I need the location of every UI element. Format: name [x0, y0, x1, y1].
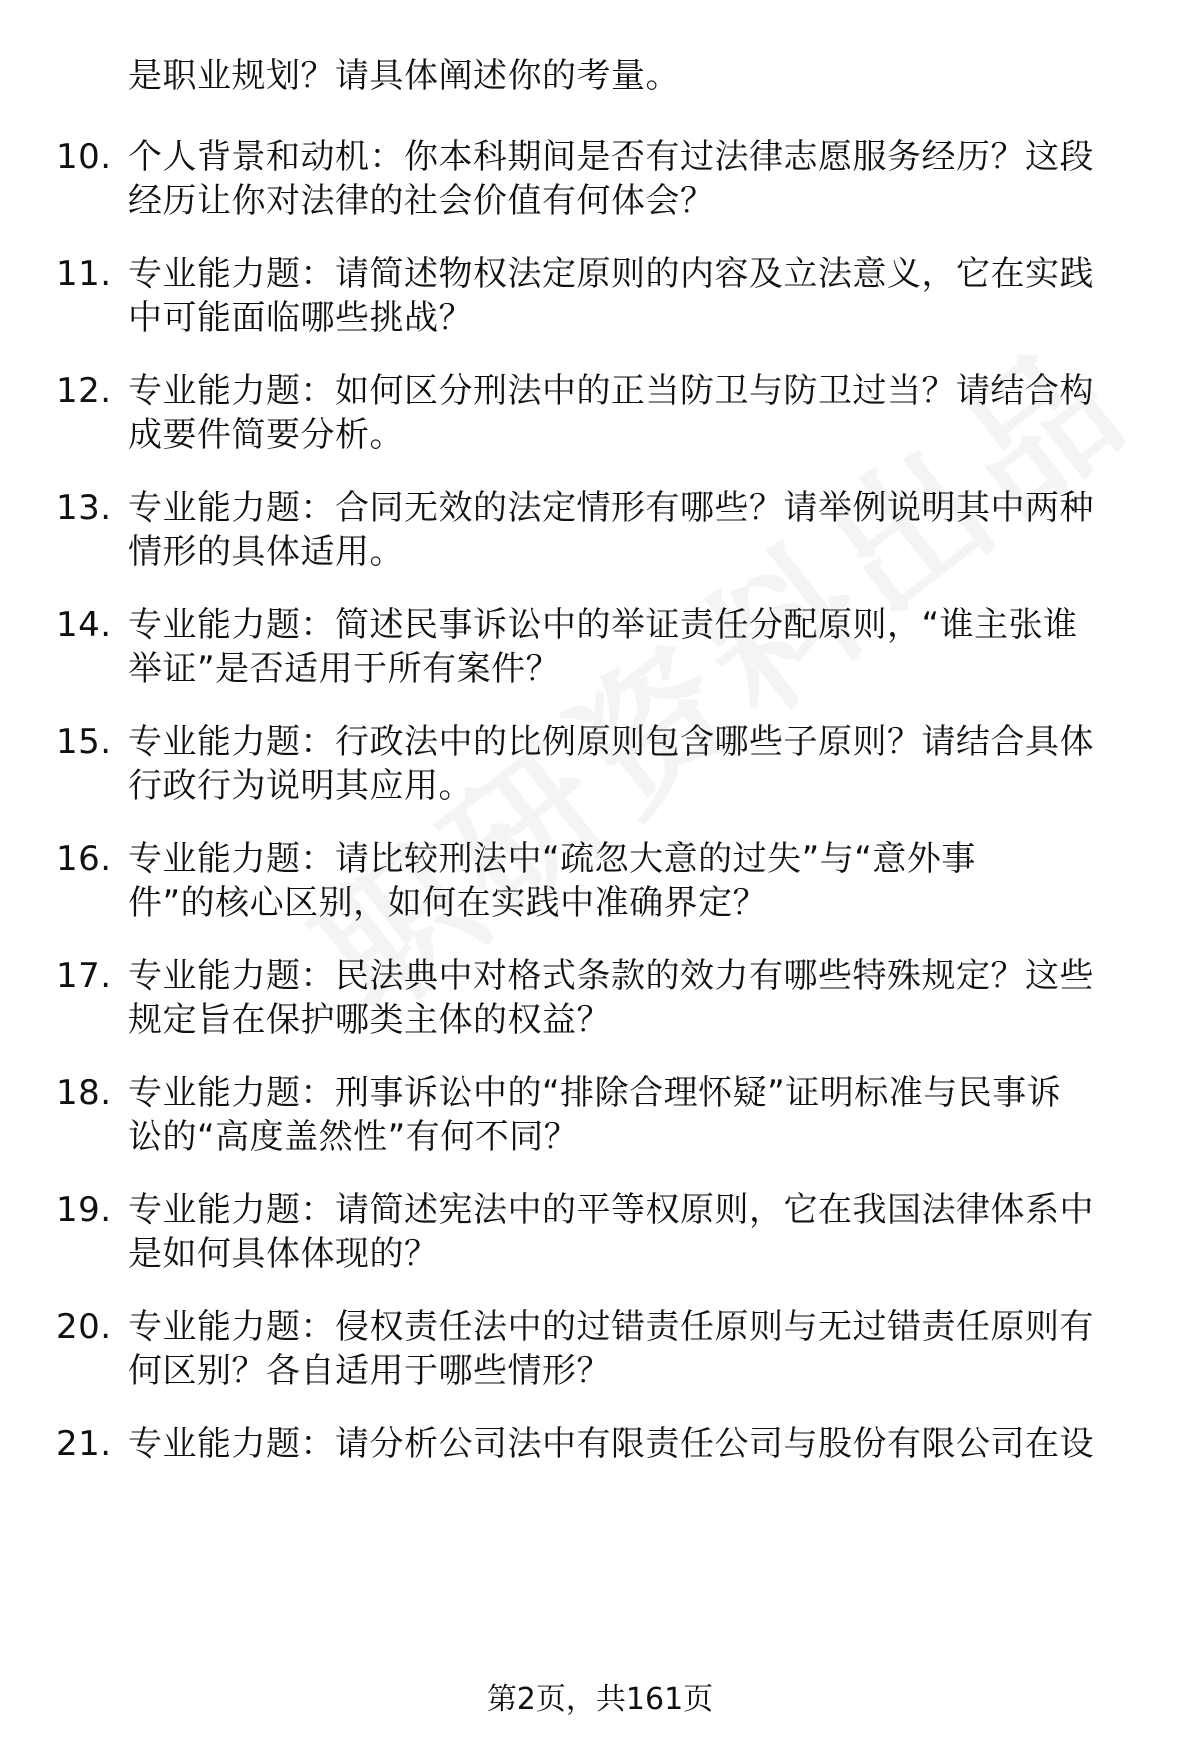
item-text-line: 成要件简要分析。 [128, 415, 404, 455]
item-text-line: 专业能力题：简述民事诉讼中的举证责任分配原则，“谁主张谁 [128, 605, 1078, 645]
item-text-line: 专业能力题：如何区分刑法中的正当防卫与防卫过当？请结合构 [128, 371, 1094, 411]
item-text-line: 专业能力题：请简述物权法定原则的内容及立法意义，它在实践 [128, 254, 1094, 294]
item-number: 12. [56, 371, 112, 411]
item-number: 14. [56, 605, 112, 645]
item-number: 21. [56, 1424, 112, 1464]
item-text-line: 中可能面临哪些挑战？ [128, 298, 473, 338]
item-text-line: 专业能力题：请比较刑法中“疏忽大意的过失”与“意外事 [128, 839, 976, 879]
item-number: 13. [56, 488, 112, 528]
item-number: 18. [56, 1073, 112, 1113]
item-text-line: 专业能力题：行政法中的比例原则包含哪些子原则？请结合具体 [128, 722, 1094, 762]
item-text-line: 专业能力题：合同无效的法定情形有哪些？请举例说明其中两种 [128, 488, 1094, 528]
page-footer: 第2页，共161页 [486, 1682, 714, 1717]
item-number: 20. [56, 1307, 112, 1347]
item-text-line: 个人背景和动机：你本科期间是否有过法律志愿服务经历？这段 [128, 137, 1094, 177]
item-number: 11. [56, 254, 112, 294]
item-number: 15. [56, 722, 112, 762]
item-text-line: 是如何具体体现的？ [128, 1234, 439, 1274]
item-text-line: 讼的“高度盖然性”有何不同？ [128, 1117, 579, 1157]
item-number: 19. [56, 1190, 112, 1230]
item-text-line: 规定旨在保护哪类主体的权益？ [128, 1000, 611, 1040]
item-text-line: 件”的核心区别，如何在实践中准确界定？ [128, 883, 768, 923]
intro-line: 是职业规划？请具体阐述你的考量。 [128, 56, 680, 96]
item-number: 10. [56, 137, 112, 177]
item-number: 16. [56, 839, 112, 879]
item-text-line: 情形的具体适用。 [128, 532, 404, 572]
item-text-line: 专业能力题：请分析公司法中有限责任公司与股份有限公司在设 [128, 1424, 1094, 1464]
item-text-line: 经历让你对法律的社会价值有何体会？ [128, 181, 715, 221]
item-text-line: 专业能力题：民法典中对格式条款的效力有哪些特殊规定？这些 [128, 956, 1094, 996]
item-text-line: 专业能力题：侵权责任法中的过错责任原则与无过错责任原则有 [128, 1307, 1094, 1347]
item-text-line: 何区别？各自适用于哪些情形？ [128, 1351, 611, 1391]
item-text-line: 行政行为说明其应用。 [128, 766, 473, 806]
item-text-line: 举证”是否适用于所有案件？ [128, 649, 561, 689]
item-number: 17. [56, 956, 112, 996]
item-text-line: 专业能力题：请简述宪法中的平等权原则，它在我国法律体系中 [128, 1190, 1094, 1230]
item-text-line: 专业能力题：刑事诉讼中的“排除合理怀疑”证明标准与民事诉 [128, 1073, 1062, 1113]
